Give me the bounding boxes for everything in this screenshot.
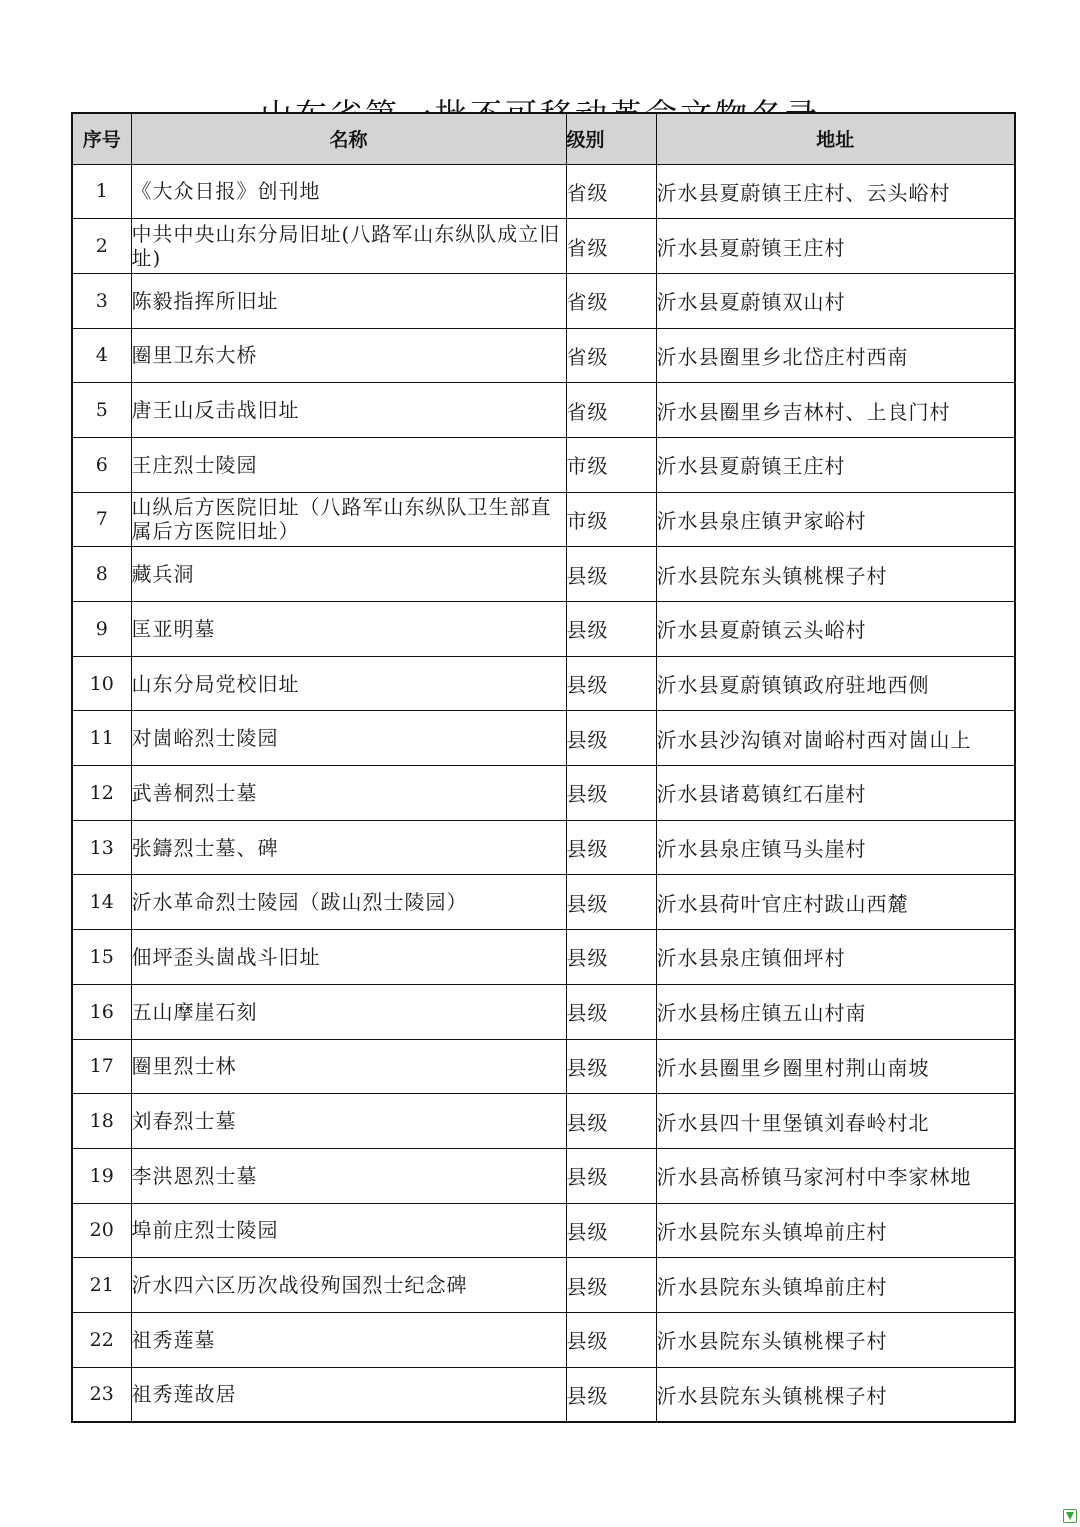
table-row [72,1203,1015,1258]
relic-name: 山东分局党校旧址 [131,656,566,711]
row-number: 19 [72,1148,131,1203]
relic-address: 沂水县荷叶官庄村跋山西麓 [656,875,1015,930]
relic-level: 县级 [566,984,656,1039]
relic-level: 县级 [566,1039,656,1094]
relic-name: 张鑄烈士墓、碑 [131,820,566,875]
relic-level: 县级 [566,711,656,766]
relic-name: 对崮峪烈士陵园 [131,711,566,766]
header-address: 地址 [656,113,1015,164]
relic-address: 沂水县院东头镇埠前庄村 [656,1258,1015,1313]
relic-name: 刘春烈士墓 [131,1094,566,1149]
relic-name: 五山摩崖石刻 [131,984,566,1039]
header-name: 名称 [131,113,566,164]
relic-name: 匡亚明墓 [131,602,566,657]
row-number: 20 [72,1203,131,1258]
table-row [72,1258,1015,1313]
relic-address: 沂水县院东头镇桃棵子村 [656,1367,1015,1422]
table-row [72,547,1015,602]
relic-address: 沂水县泉庄镇佃坪村 [656,930,1015,985]
relic-name: 陈毅指挥所旧址 [131,273,566,328]
relic-level: 县级 [566,547,656,602]
relic-address: 沂水县院东头镇桃棵子村 [656,1312,1015,1367]
table-row [72,219,1015,274]
relic-address: 沂水县院东头镇桃棵子村 [656,547,1015,602]
relic-level: 县级 [566,656,656,711]
relic-level: 省级 [566,273,656,328]
row-number: 8 [72,547,131,602]
relic-level: 县级 [566,766,656,821]
relic-address: 沂水县圈里乡圈里村荆山南坡 [656,1039,1015,1094]
relic-address: 沂水县泉庄镇尹家峪村 [656,492,1015,547]
table-row [72,492,1015,547]
relic-level: 县级 [566,1148,656,1203]
relic-address: 沂水县夏蔚镇双山村 [656,273,1015,328]
row-number: 22 [72,1312,131,1367]
table-row [72,164,1015,219]
row-number: 3 [72,273,131,328]
relic-name: 祖秀莲墓 [131,1312,566,1367]
row-number: 18 [72,1094,131,1149]
relic-name: 圈里卫东大桥 [131,328,566,383]
relic-address: 沂水县夏蔚镇云头峪村 [656,602,1015,657]
relic-address: 沂水县院东头镇埠前庄村 [656,1203,1015,1258]
relic-name: 埠前庄烈士陵园 [131,1203,566,1258]
relic-level: 市级 [566,492,656,547]
relic-address: 沂水县高桥镇马家河村中李家林地 [656,1148,1015,1203]
row-number: 5 [72,383,131,438]
relic-level: 县级 [566,875,656,930]
table-row [72,1312,1015,1367]
row-number: 9 [72,602,131,657]
table-row [72,820,1015,875]
table-row [72,383,1015,438]
table-row [72,766,1015,821]
relic-name: 李洪恩烈士墓 [131,1148,566,1203]
relic-level: 县级 [566,1094,656,1149]
relic-address: 沂水县诸葛镇红石崖村 [656,766,1015,821]
relic-level: 县级 [566,820,656,875]
table-row [72,875,1015,930]
row-number: 11 [72,711,131,766]
row-number: 15 [72,930,131,985]
green-triangle-badge-icon [1063,1509,1077,1523]
relic-name: 沂水革命烈士陵园（跋山烈士陵园） [131,875,566,930]
relic-level: 省级 [566,219,656,274]
table-row [72,984,1015,1039]
relic-level: 市级 [566,437,656,492]
relic-address: 沂水县夏蔚镇王庄村 [656,437,1015,492]
table-row [72,1148,1015,1203]
row-number: 17 [72,1039,131,1094]
relic-name: 王庄烈士陵园 [131,437,566,492]
relics-table [71,112,1016,1423]
relic-name: 山纵后方医院旧址（八路军山东纵队卫生部直属后方医院旧址） [131,492,566,547]
relic-level: 省级 [566,164,656,219]
row-number: 14 [72,875,131,930]
relic-name: 中共中央山东分局旧址(八路军山东纵队成立旧址) [131,219,566,274]
relic-address: 沂水县圈里乡吉林村、上良门村 [656,383,1015,438]
relic-level: 县级 [566,1258,656,1313]
relic-address: 沂水县四十里堡镇刘春岭村北 [656,1094,1015,1149]
row-number: 21 [72,1258,131,1313]
row-number: 1 [72,164,131,219]
relic-name: 佃坪歪头崮战斗旧址 [131,930,566,985]
header-row [72,113,1015,164]
relic-address: 沂水县杨庄镇五山村南 [656,984,1015,1039]
row-number: 13 [72,820,131,875]
relic-address: 沂水县泉庄镇马头崖村 [656,820,1015,875]
row-number: 16 [72,984,131,1039]
relic-name: 祖秀莲故居 [131,1367,566,1422]
table-row [72,1094,1015,1149]
relic-name: 武善桐烈士墓 [131,766,566,821]
row-number: 12 [72,766,131,821]
header-no: 序号 [72,113,131,164]
relic-name: 藏兵洞 [131,547,566,602]
relic-level: 县级 [566,1203,656,1258]
relic-address: 沂水县沙沟镇对崮峪村西对崮山上 [656,711,1015,766]
relic-level: 县级 [566,930,656,985]
relic-name: 《大众日报》创刊地 [131,164,566,219]
table-row [72,328,1015,383]
relic-level: 省级 [566,328,656,383]
table-row [72,273,1015,328]
relic-name: 沂水四六区历次战役殉国烈士纪念碑 [131,1258,566,1313]
relic-level: 县级 [566,602,656,657]
relic-level: 县级 [566,1312,656,1367]
relic-level: 县级 [566,1367,656,1422]
table-row [72,1367,1015,1422]
row-number: 23 [72,1367,131,1422]
row-number: 4 [72,328,131,383]
relic-address: 沂水县夏蔚镇王庄村 [656,219,1015,274]
relic-level: 省级 [566,383,656,438]
relic-address: 沂水县夏蔚镇镇政府驻地西侧 [656,656,1015,711]
table-row [72,930,1015,985]
row-number: 7 [72,492,131,547]
table-row [72,437,1015,492]
table-row [72,656,1015,711]
header-level: 级别 [566,113,656,164]
relic-name: 圈里烈士林 [131,1039,566,1094]
relic-address: 沂水县圈里乡北岱庄村西南 [656,328,1015,383]
table-row [72,711,1015,766]
table-row [72,1039,1015,1094]
row-number: 10 [72,656,131,711]
relic-name: 唐王山反击战旧址 [131,383,566,438]
relic-address: 沂水县夏蔚镇王庄村、云头峪村 [656,164,1015,219]
row-number: 6 [72,437,131,492]
row-number: 2 [72,219,131,274]
table-row [72,602,1015,657]
